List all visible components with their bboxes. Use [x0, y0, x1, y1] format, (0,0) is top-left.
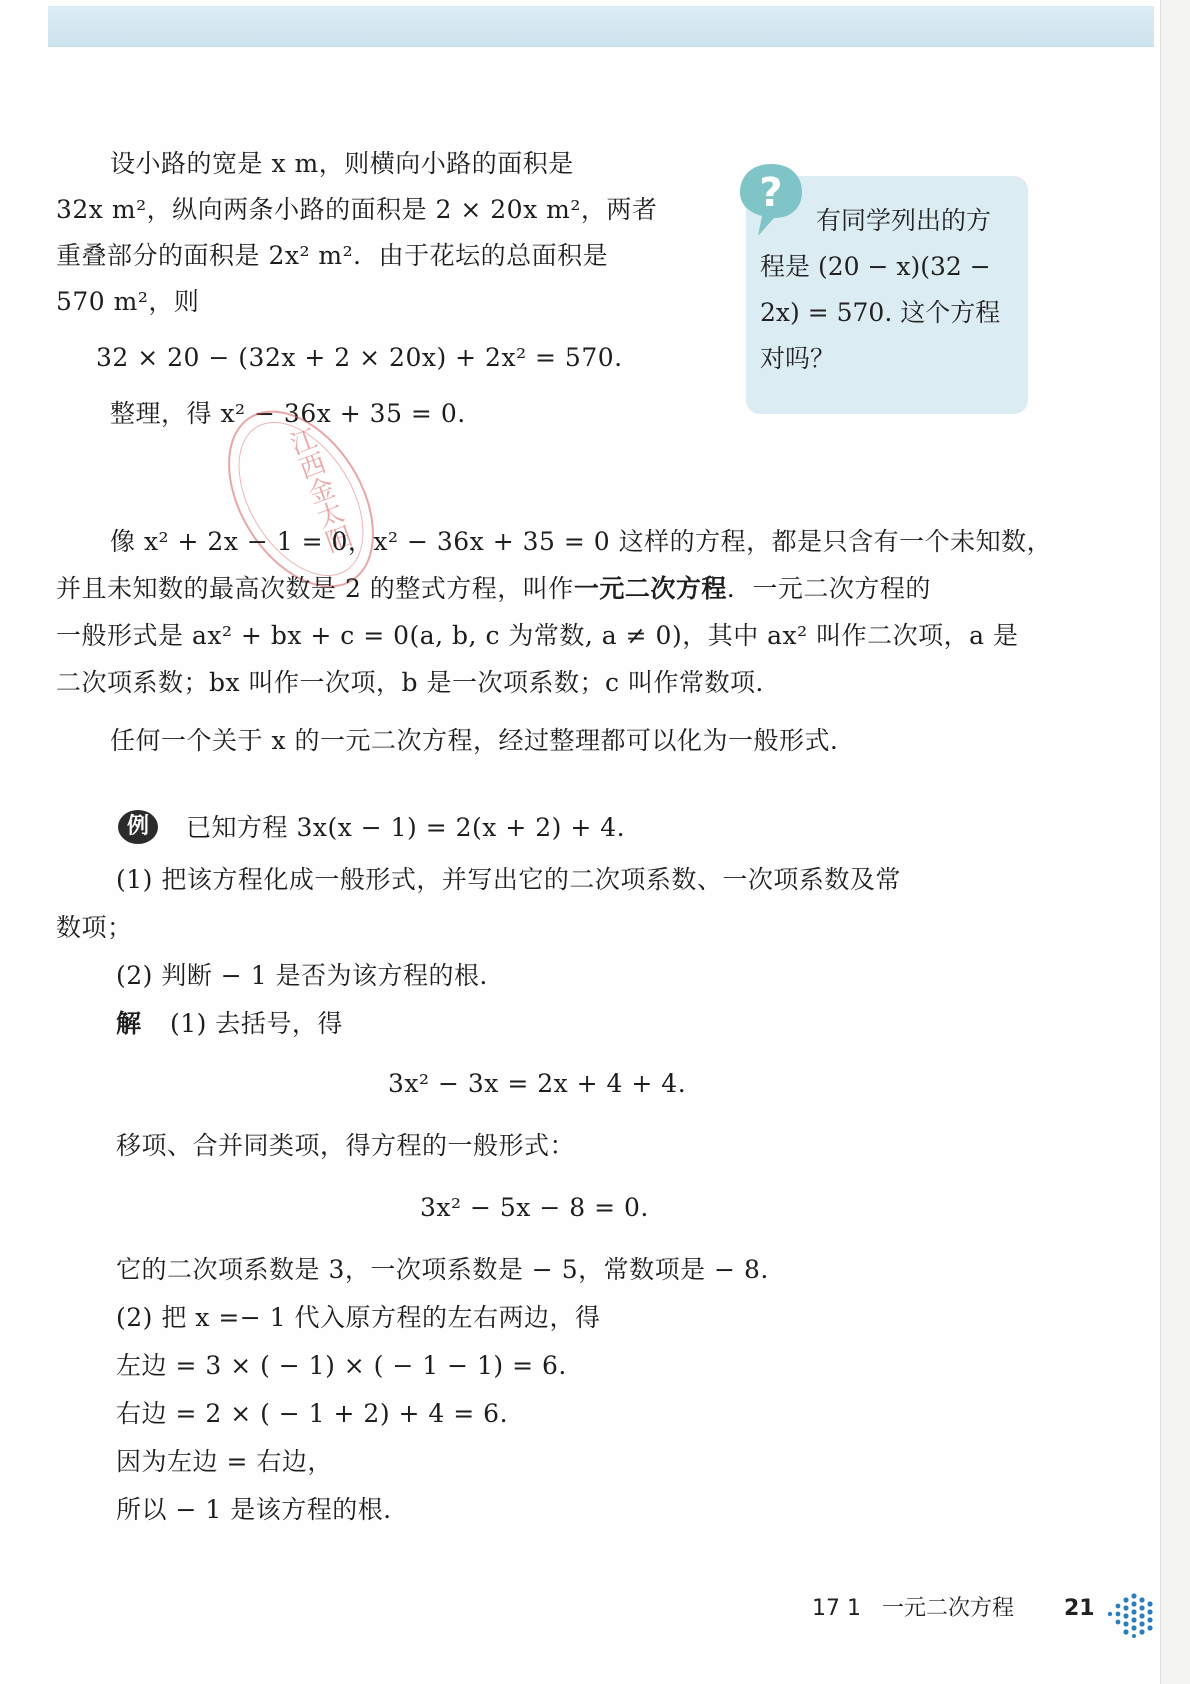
footer-section-title: 一元二次方程: [882, 1596, 1015, 1621]
definition-line2-start: 并且未知数的最高次数是 2 的整式方程，叫作: [56, 574, 574, 603]
footer-section-number: 17 1: [812, 1596, 861, 1621]
example-badge: 例: [118, 810, 158, 844]
solution-because: 因为左边 = 右边，: [116, 1447, 333, 1476]
svg-text:?: ?: [759, 170, 783, 216]
question-line2: 程是 (20 − x)(32 −: [760, 252, 991, 281]
para1-line2: 32x m²，纵向两条小路的面积是 2 × 20x m²，两者: [56, 195, 658, 224]
page-edge: [1160, 0, 1190, 1684]
definition-line4: 二次项系数；bx 叫作一次项，b 是一次项系数；c 叫作常数项．: [56, 668, 781, 697]
equation-1: 32 × 20 − (32x + 2 × 20x) + 2x² = 570.: [96, 343, 623, 372]
definition-line1: 像 x² + 2x − 1 = 0，x² − 36x + 35 = 0 这样的方程，都是只含有一个未知数，: [110, 527, 1053, 556]
solution-label: 解: [116, 1009, 142, 1038]
solution-left-side: 左边 = 3 × ( − 1) × ( − 1 − 1) = 6.: [116, 1351, 567, 1380]
solution-step1: (1) 去括号，得: [170, 1009, 343, 1038]
example-q2: (2) 判断 − 1 是否为该方程的根．: [116, 961, 506, 990]
definition-line2-end: ．一元二次方程的: [726, 574, 931, 603]
definition-line2: [56, 565, 931, 613]
question-line4: 对吗？: [760, 344, 836, 373]
question-mark-icon: [736, 160, 806, 240]
solution-right-side: 右边 = 2 × ( − 1 + 2) + 4 = 6.: [116, 1399, 509, 1428]
solution-equation-a: 3x² − 3x = 2x + 4 + 4.: [388, 1069, 687, 1098]
dot-grid-icon: [1104, 1590, 1156, 1638]
example-stem: 已知方程 3x(x − 1) = 2(x + 2) + 4.: [186, 813, 626, 842]
solution-conclusion: 所以 − 1 是该方程的根．: [116, 1495, 409, 1524]
para1-line4: 570 m²，则: [56, 287, 200, 316]
question-line1: 有同学列出的方: [816, 206, 992, 235]
definition-line5: 任何一个关于 x 的一元二次方程，经过整理都可以化为一般形式．: [110, 726, 856, 755]
solution-step2: 移项、合并同类项，得方程的一般形式：: [116, 1131, 576, 1160]
example-q1-line2: 数项；: [56, 913, 133, 942]
para1-line1: 设小路的宽是 x m，则横向小路的面积是: [110, 149, 574, 178]
solution-step4: (2) 把 x =− 1 代入原方程的左右两边，得: [116, 1303, 601, 1332]
question-line3: 2x) = 570. 这个方程: [760, 298, 1001, 327]
definition-line3: 一般形式是 ax² + bx + c = 0(a, b, c 为常数, a ≠ 0)，其中 ax² 叫作二次项，a 是: [56, 621, 1019, 650]
page-number: 21: [1064, 1596, 1095, 1621]
solution-equation-b: 3x² − 5x − 8 = 0.: [420, 1193, 649, 1222]
para1-line3: 重叠部分的面积是 2x² m²．由于花坛的总面积是: [56, 241, 609, 270]
example-q1-line1: (1) 把该方程化成一般形式，并写出它的二次项系数、一次项系数及常: [116, 865, 901, 894]
term-quadratic-equation: 一元二次方程: [573, 574, 727, 603]
seal-stamp-text: 江西金太阳: [282, 424, 356, 557]
header-band: [48, 6, 1154, 47]
equation-2: 整理，得 x² − 36x + 35 = 0.: [110, 399, 466, 428]
solution-step3: 它的二次项系数是 3，一次项系数是 − 5，常数项是 − 8.: [116, 1255, 769, 1284]
